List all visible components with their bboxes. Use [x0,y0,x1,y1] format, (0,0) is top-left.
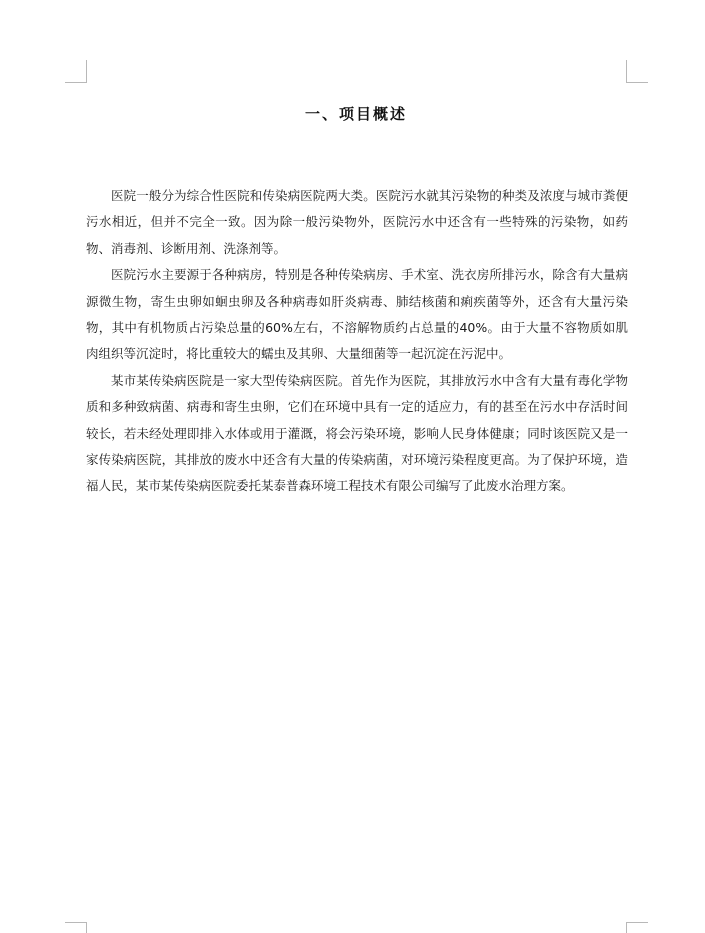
document-body [86,183,628,500]
paragraph-3: 某市某传染病医院是一家大型传染病医院。首先作为医院，其排放污水中含有大量有毒化学物质和多种致病菌、病毒和寄生虫卵，它们在环境中具有一定的适应力，有的甚至在污水中存活时间较长，若未经处理即排入水体或用于灌溉，将会污染环境，影响人民身体健康；同时该医院又是一家传染病医院，其排放的废水中还含有大量的传染病菌，对环境污染程度更高。为了保护环境，造福人民，某市某传染病医院委托某泰普森环境工程技术有限公司编写了此废水治理方案。 [86,372,628,494]
paragraph-2: 医院污水主要源于各种病房，特别是各种传染病房、手术室、洗衣房所排污水，除含有大量病源微生物，寄生虫卵如蛔虫卵及各种病毒如肝炎病毒、肺结核菌和痢疾菌等外，还含有大量污染物，其中有机物质占污染总量的60%左右，不溶解物质约占总量的40%。由于大量不容物质如肌肉组织等沉淀时，将比重较大的蠕虫及其卵、大量细菌等一起沉淀在污泥中。 [86,267,628,362]
paragraph-1: 医院一般分为综合性医院和传染病医院两大类。医院污水就其污染物的种类及浓度与城市粪便污水相近，但并不完全一致。因为除一般污染物外，医院污水中还含有一些特殊的污染物，如药物、消毒剂、诊断用剂、洗涤剂等。 [86,188,628,256]
section-title: 一、项目概述 [304,105,407,123]
crop-mark-top-left [65,60,87,83]
crop-mark-top-right [626,60,648,83]
